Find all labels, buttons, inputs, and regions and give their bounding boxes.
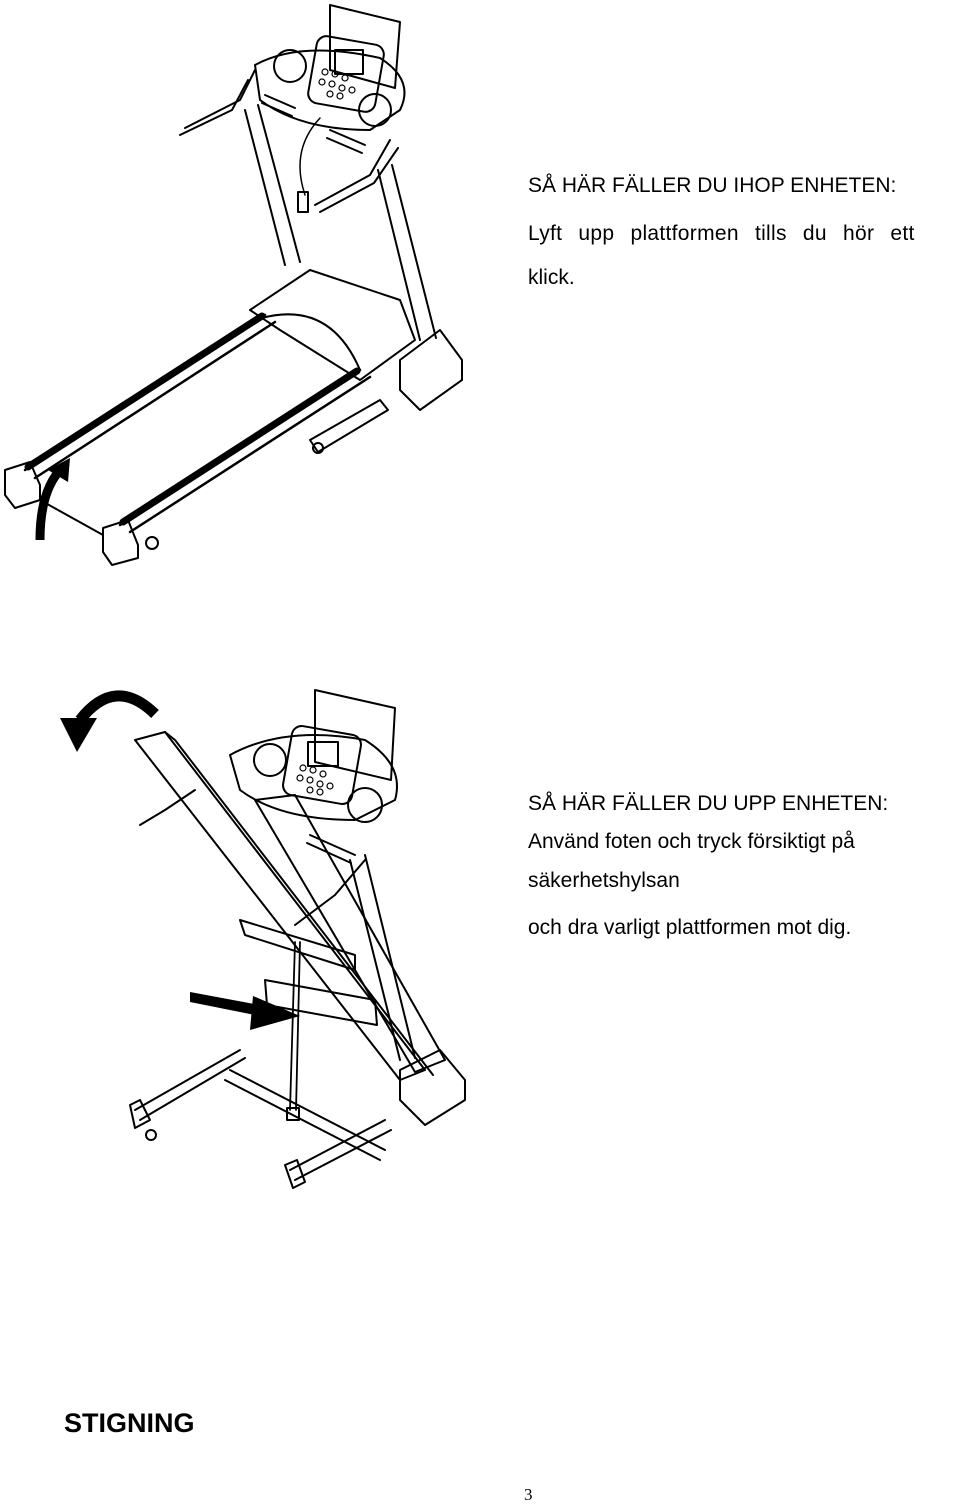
fold-heading: SÅ HÄR FÄLLER DU IHOP ENHETEN: <box>528 174 897 197</box>
treadmill-folded-illustration <box>55 680 475 1220</box>
curved-up-arrow-icon <box>40 458 70 540</box>
unfold-instruction-line1: Använd foten och tryck försiktigt på <box>528 830 855 853</box>
incline-section-title: STIGNING <box>64 1408 195 1438</box>
fold-instruction-line1: Lyft upp plattformen tills du hör ett <box>528 222 915 245</box>
right-pointing-arrow-icon <box>190 992 300 1030</box>
treadmill-flat-illustration <box>0 0 480 570</box>
fold-instruction-line2: klick. <box>528 266 575 289</box>
page-number: 3 <box>524 1485 533 1504</box>
unfold-heading: SÅ HÄR FÄLLER DU UPP ENHETEN: <box>528 792 889 815</box>
unfold-instruction-line2: säkerhetshylsan <box>528 869 680 892</box>
curved-rotate-arrow-icon <box>60 696 155 752</box>
unfold-instruction-line3: och dra varligt plattformen mot dig. <box>528 916 852 939</box>
